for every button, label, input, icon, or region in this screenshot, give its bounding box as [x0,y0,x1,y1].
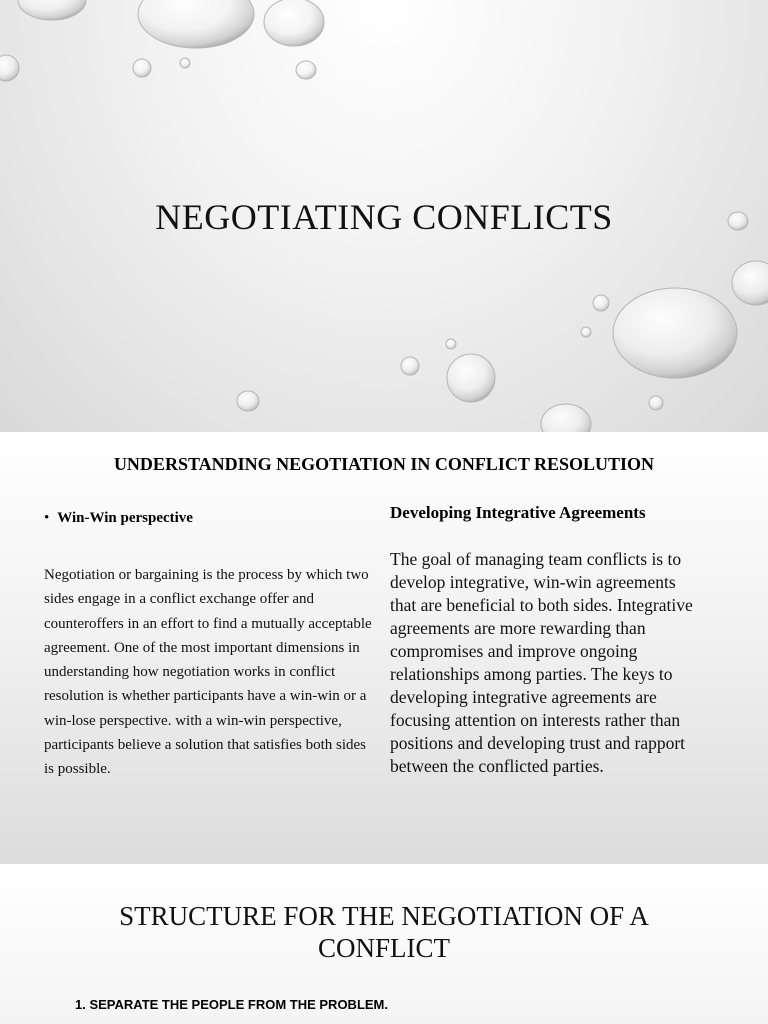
droplet [593,295,609,311]
droplet [296,61,316,79]
droplet [541,404,591,432]
droplet [133,59,151,77]
structure-slide [0,864,768,1024]
droplet [732,261,768,305]
droplet [138,0,254,48]
slide-heading: UNDERSTANDING NEGOTIATION IN CONFLICT RESOLUTION [113,454,655,474]
droplet [180,58,190,68]
droplet [649,396,663,410]
left-column-text: Negotiation or bargaining is the process by which two sides engage in a conflict exchange offer and counteroffers in an effort to find a mutually acceptable agreement. One of the most important dimensions in understanding how negotiation works in conflict resolution is whether participants have a win-win or a win-lose perspective. with a win-win perspective, participants believe a solution that satisfies both sides is possible. [44,567,372,778]
droplet [613,288,737,378]
slide-title: NEGOTIATING CONFLICTS [155,197,613,237]
content-slide [0,432,768,864]
droplet [18,0,86,20]
droplet [264,0,324,46]
droplet [0,55,19,81]
step-item: 1. SEPARATE THE PEOPLE FROM THE PROBLEM. [75,997,388,1012]
droplet [401,357,419,375]
bullet-item [44,510,193,527]
droplet [581,327,591,337]
right-column-text: The goal of managing team conflicts is to develop integrative, win-win agreements that are beneficial to both sides. Integrative agreements are more rewarding than compromises and improve ongoing relationships among parties. The keys to developing integrative agreements are focusing attention on interests rather than positions and developing trust and rapport between the conflicted parties. [390,549,693,776]
slide-title: STRUCTURE FOR THE NEGOTIATION OF A CONFLICT [119,901,649,963]
droplet [447,354,495,402]
droplet [446,339,456,349]
droplet [237,391,259,411]
bullet-label: Win-Win perspective [57,510,193,526]
title-slide [0,0,768,432]
bullet-icon: • [44,510,50,526]
right-column-heading: Developing Integrative Agreements [390,503,646,522]
